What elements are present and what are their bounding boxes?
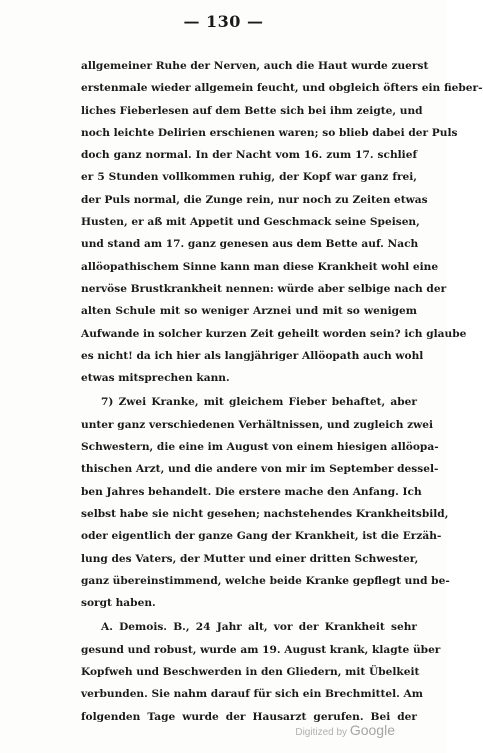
text-line: unter ganz verschiedenen Verhältnissen, und zugleich zwei [81,418,434,431]
text-line: ben Jahres behandelt. Die erstere mache den Anfang. Ich [81,485,422,498]
text-line: sorgt haben. [81,597,156,610]
paragraph-case-7 [81,391,450,614]
text-line: liches Fieberlesen auf dem Bette sich bei ihm zeigte, und [81,104,423,117]
text-line: Schwestern, die eine im August von einem hiesigen allöopa- [81,441,439,454]
google-logo: Google [349,722,395,738]
text-line: Aufwande in solcher kurzen Zeit geheilt worden sein? ich glaube [81,327,467,340]
text-line: erstenmale wieder allgemein feucht, und obgleich öfters ein fieber- [81,82,483,95]
text-line: allöopathischem Sinne kann man diese Krankheit wohl eine [81,260,439,273]
text-line: Kopfweh und Beschwerden in den Gliedern, mit Übelkeit [81,666,420,679]
text-line: verbunden. Sie nahm darauf für sich ein Brechmittel. Am [81,688,423,701]
text-line: ganz übereinstimmend, welche beide Kranke gepflegt und be- [81,574,450,587]
text-line: thischen Arzt, und die andere von mir im September dessel- [81,463,439,476]
text-line: es nicht! da ich hier als langjähriger Allöopath auch wohl [81,349,424,362]
text-line: folgenden Tage wurde der Hausarzt gerufen. Bei der [81,710,417,723]
text-line: A. Demois. B., 24 Jahr alt, vor der Krankheit sehr [101,621,417,634]
text-line: der Puls normal, die Zunge rein, nur noch zu Zeiten etwas [81,193,428,206]
text-line: doch ganz normal. In der Nacht vom 16. zum 17. schlief [81,149,417,162]
paragraph-case-a [81,616,441,727]
text-line: und stand am 17. ganz genesen aus dem Bette auf. Nach [81,238,419,251]
body-text [81,55,483,728]
text-line: 7) Zwei Kranke, mit gleichem Fieber behaftet, aber [101,396,417,409]
text-line: er 5 Stunden vollkommen ruhig, der Kopf war ganz frei, [81,171,417,184]
text-line: oder eigentlich der ganze Gang der Krankheit, ist die Erzäh- [81,530,442,543]
text-line: Husten, er aß mit Appetit und Geschmack seine Speisen, [81,216,420,229]
paragraph-continuation [81,55,483,389]
text-line: etwas mitsprechen kann. [81,372,230,385]
text-line: gesund und robust, wurde am 19. August krank, klagte über [81,643,441,656]
text-line: selbst habe sie nicht gesehen; nachstehendes Krankheitsbild, [81,507,449,520]
text-line: noch leichte Delirien erschienen waren; so blieb dabei der Puls [81,126,458,139]
page-number: — 130 — [183,12,264,31]
text-line: lung des Vaters, der Mutter und einer dritten Schwester, [81,552,419,565]
text-line: allgemeiner Ruhe der Nerven, auch die Haut wurde zuerst [81,60,429,72]
digitized-by-google-watermark [295,722,395,738]
text-line: alten Schule mit so weniger Arznei und mit so wenigem [81,305,417,318]
digitized-label: Digitized by [295,727,348,738]
text-line: nervöse Brustkrankheit nennen: würde aber selbige nach der [81,282,447,295]
